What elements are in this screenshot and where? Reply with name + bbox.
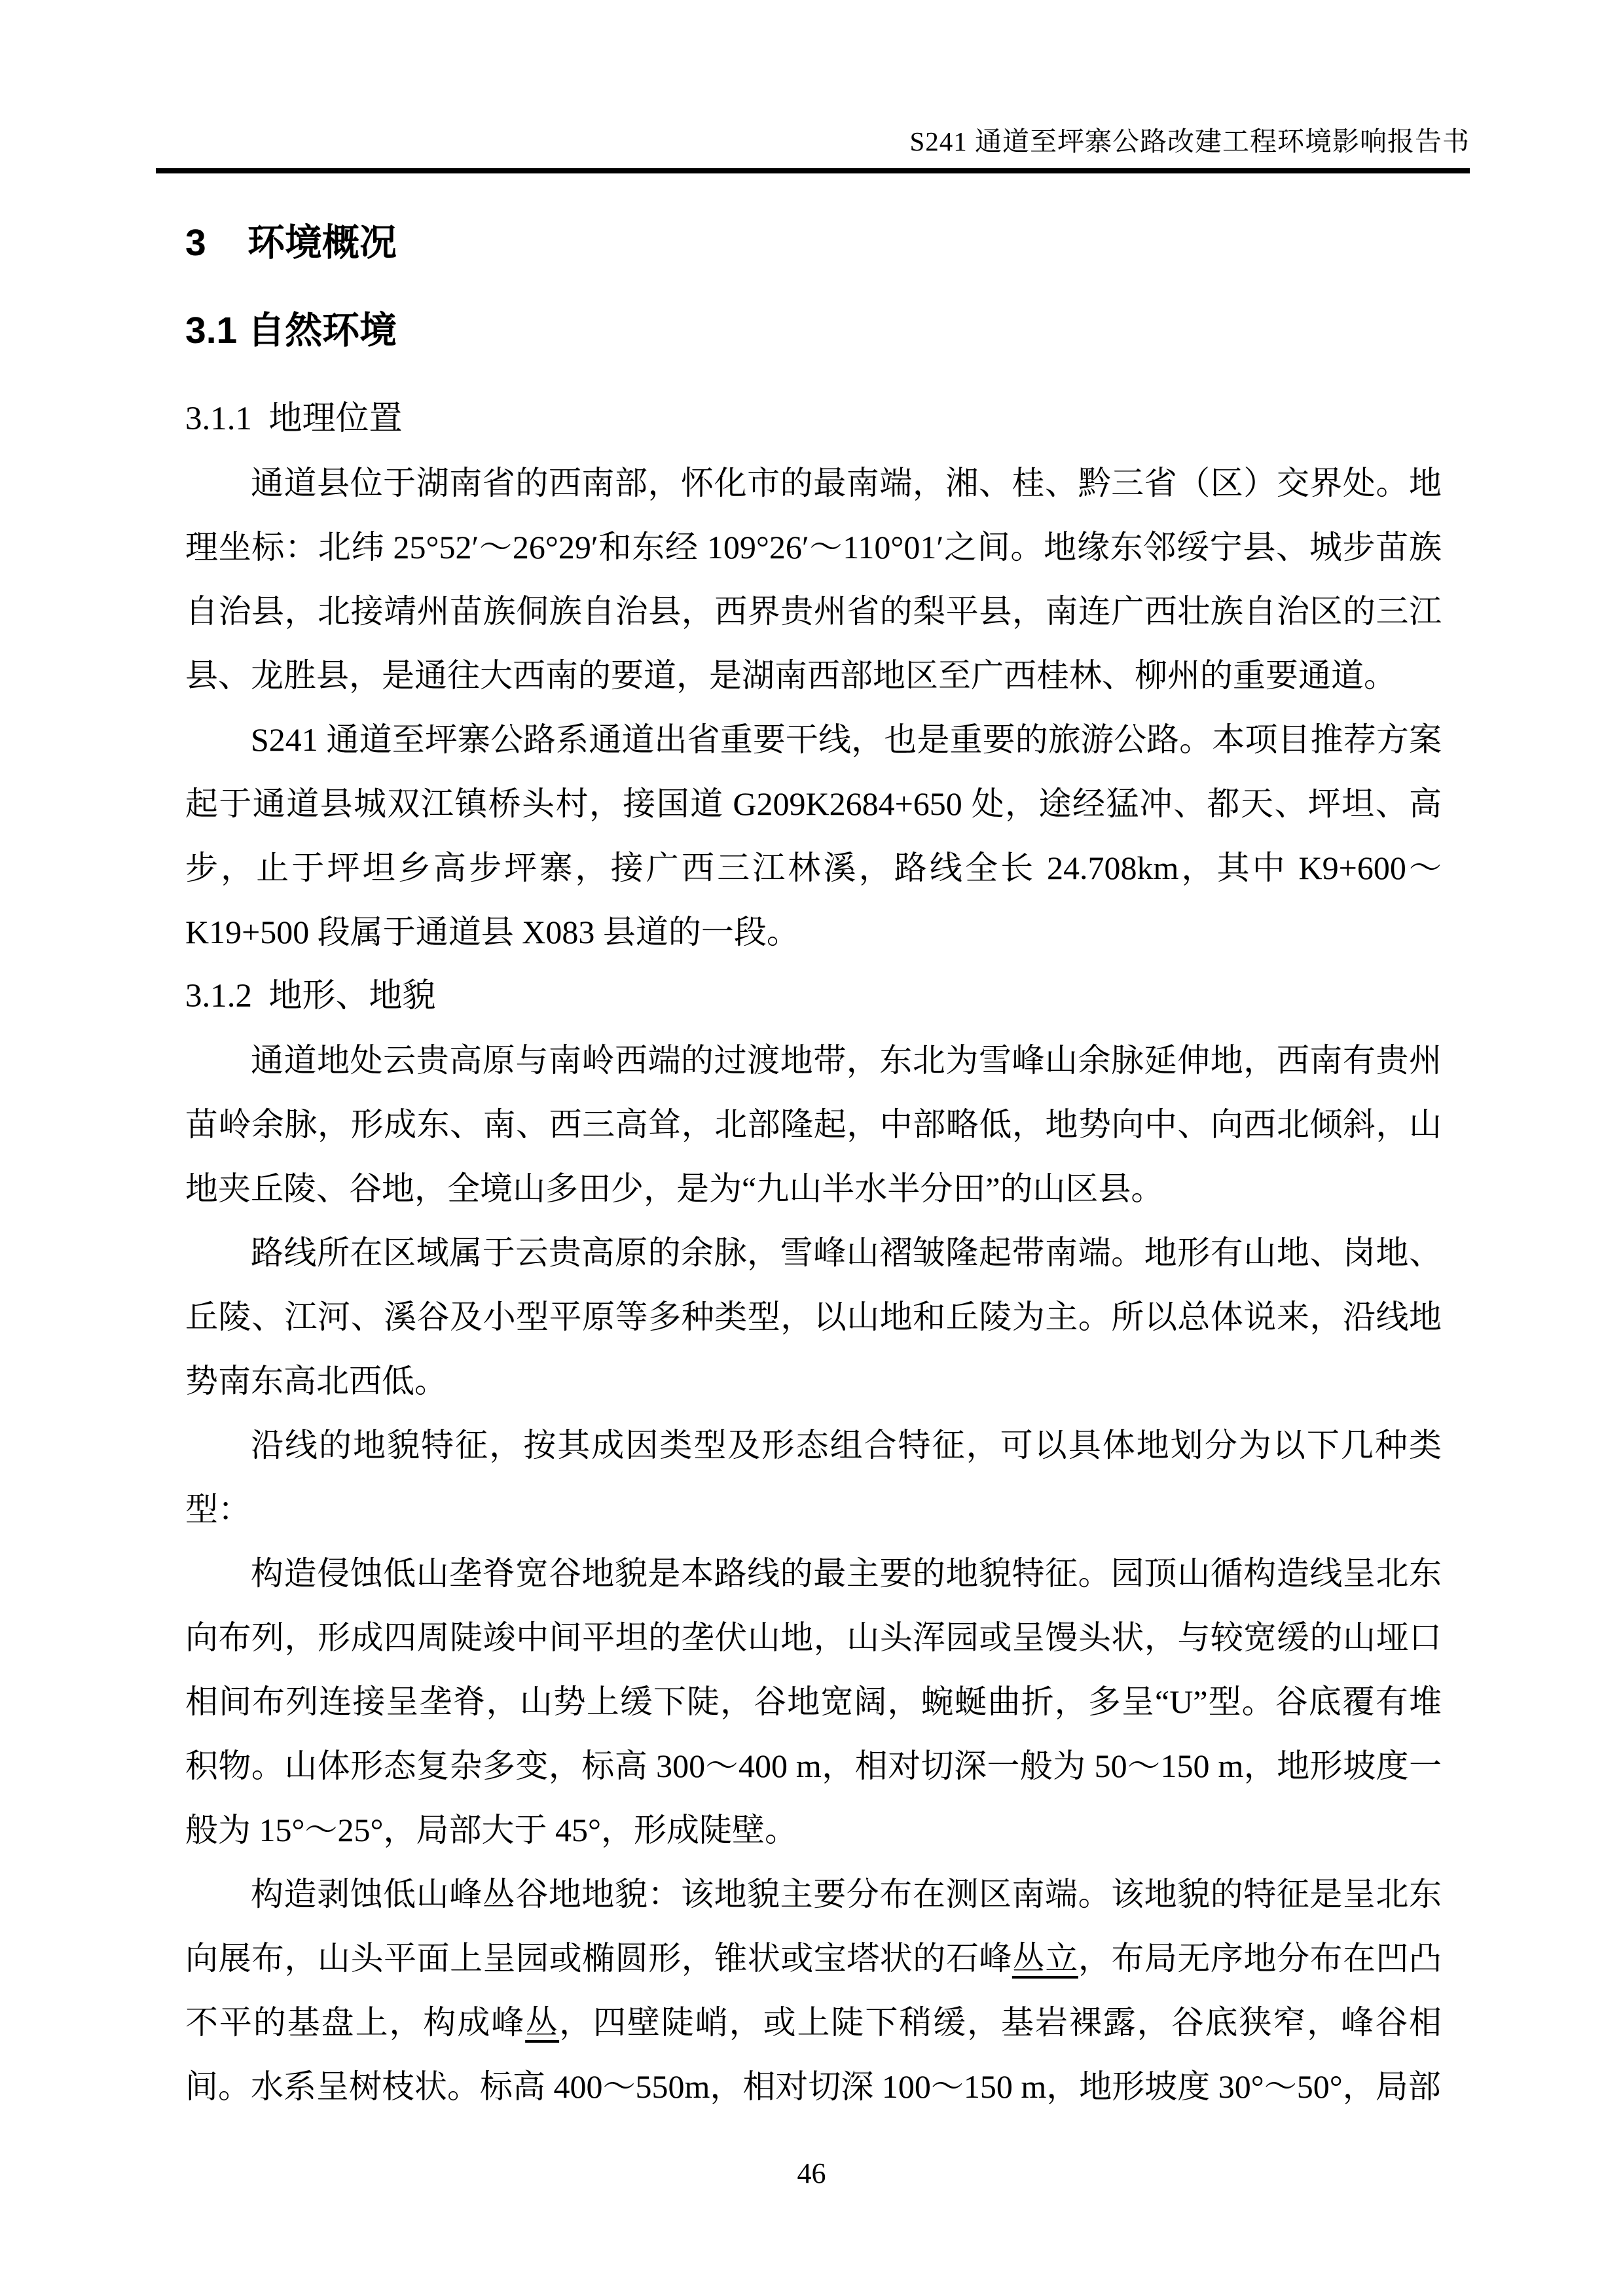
para-terrain-4 [185,1541,1442,1862]
text-segment: 3 环境概况 [185,222,397,264]
header-title: S241 通道至坪寨公路改建工程环境影响报告书 [909,126,1470,156]
text-segment: 构造剥蚀低山峰丛谷地地貌：该地貌主要分布在测区南端。该地貌的特征是呈北东向展布，山头平面上呈园或椭圆形，锥状或宝塔状的石峰 [185,1876,1442,1977]
text-segment: 沿线的地貌特征，按其成因类型及形态组合特征，可以具体地划分为以下几种类型： [185,1427,1442,1528]
text-segment: ，四壁陡峭，或上陡下稍缓，基岩裸露，谷底狭窄，峰谷相间。水系呈树枝状。标高 400～550m，相对切深 100～150 m，地形坡度 30°～50°，局部 [185,2004,1442,2106]
para-terrain-5 [185,1862,1442,2119]
text-segment: ，布局无序地分布在凹凸不平的基盘上，构成峰 [185,1940,1442,2041]
para-location-1 [185,451,1442,708]
text-segment: 通道地处云贵高原与南岭西端的过渡地带，东北为雪峰山余脉延伸地，西南有贵州苗岭余脉，形成东、南、西三高耸，北部隆起，中部略低，地势向中、向西北倾斜，山地夹丘陵、谷地，全境山多田少，是为“九山半水半分田”的山区县。 [185,1042,1442,1208]
underlined-text-segment: 丛 [525,2004,560,2041]
page-number: 46 [797,2157,826,2189]
section-3-heading [185,213,1442,266]
page-header [156,0,1470,173]
text-segment: 3.1 自然环境 [185,310,397,352]
text-segment: S241 通道至坪寨公路系通道出省重要干线，也是重要的旅游公路。本项目推荐方案起于通道县城双江镇桥头村，接国道 G209K2684+650 处，途经猛冲、都天、坪坦、高步，止于坪坦乡高步坪寨，接广西三江林溪，路线全长 24.708km，其中 K9+600～K19+500 段属于通道县 X083 县道的一段。 [185,721,1442,951]
underlined-text-segment: 丛立 [1012,1940,1078,1977]
para-terrain-3 [185,1413,1442,1541]
section-3-1-2-heading [185,964,1442,1028]
section-3-1-heading [185,300,1442,354]
para-terrain-2 [185,1221,1442,1413]
text-segment: 构造侵蚀低山垄脊宽谷地貌是本路线的最主要的地貌特征。园顶山循构造线呈北东向布列，形成四周陡竣中间平坦的垄伏山地，山头浑园或呈馒头状，与较宽缓的山垭口相间布列连接呈垄脊，山势上缓下陡，谷地宽阔，蜿蜒曲折，多呈“U”型。谷底覆有堆积物。山体形态复杂多变，标高 300～400 m，相对切深一般为 50～150 m，地形坡度一般为 15°～25°，局部大于 45°，形成陡壁。 [185,1555,1442,1849]
document-body [185,213,1442,2119]
section-3-1-1-heading [185,387,1442,451]
text-segment: 路线所在区域属于云贵高原的余脉，雪峰山褶皱隆起带南端。地形有山地、岗地、丘陵、江河、溪谷及小型平原等多种类型，以山地和丘陵为主。所以总体说来，沿线地势南东高北西低。 [185,1234,1442,1400]
para-location-2 [185,708,1442,964]
text-segment: 3.1.1 地理位置 [185,401,403,438]
para-terrain-1 [185,1028,1442,1221]
text-segment: 通道县位于湖南省的西南部，怀化市的最南端，湘、桂、黔三省（区）交界处。地理坐标：北纬 25°52′～26°29′和东经 109°26′～110°01′之间。地缘东邻绥宁县、城步苗族自治县，北接靖州苗族侗族自治县，西界贵州省的梨平县，南连广西壮族自治区的三江县、龙胜县，是通往大西南的要道，是湖南西部地区至广西桂林、柳州的重要通道。 [185,465,1442,694]
text-segment: 3.1.2 地形、地貌 [185,978,436,1015]
